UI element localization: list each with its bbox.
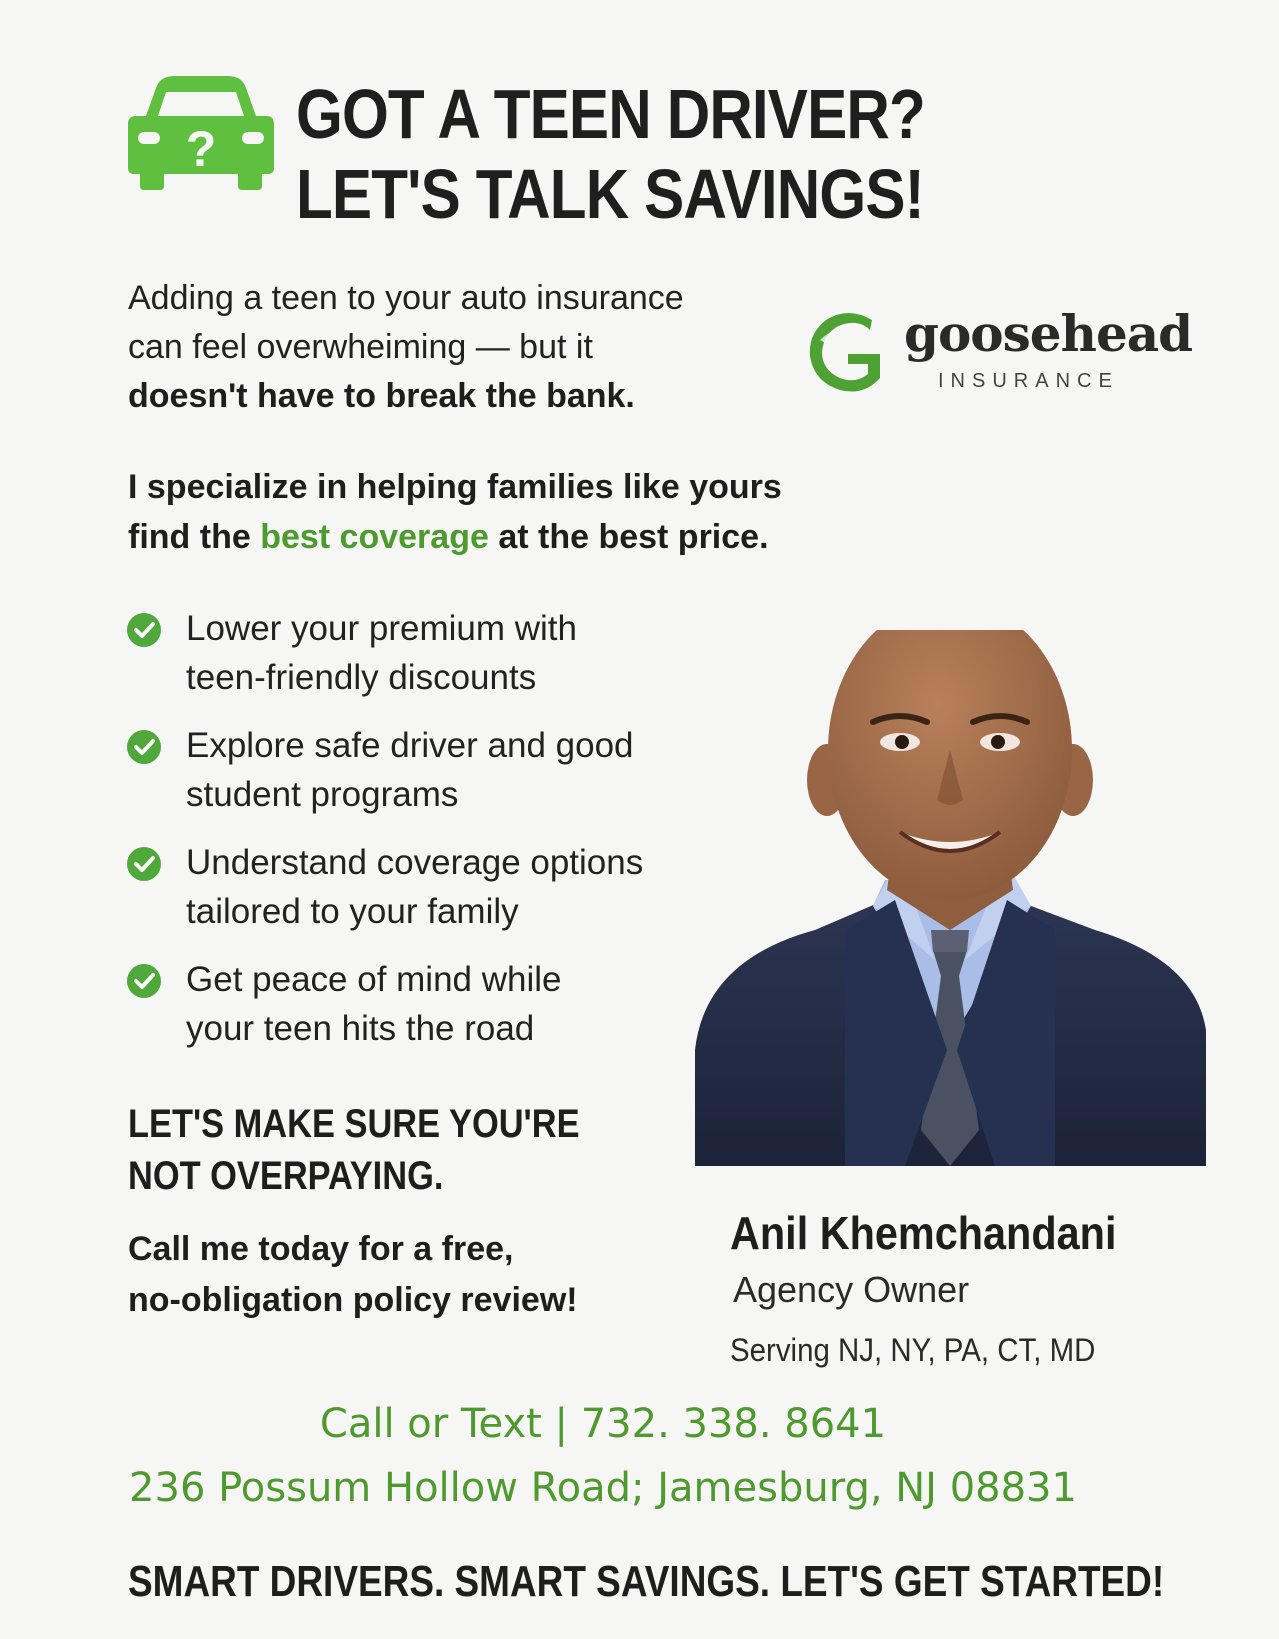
headline	[296, 74, 925, 234]
specialize-accent: best coverage	[260, 518, 489, 556]
intro-line-3: doesn't have to break the bank.	[128, 377, 635, 415]
specialize-line-1: I specialize in helping families like yours	[128, 468, 782, 506]
specialize-line-2-end: at the best price.	[488, 518, 769, 556]
contact-address: 236 Possum Hollow Road; Jamesburg, NJ 08831	[129, 1465, 1077, 1511]
agent-name: Anil Khemchandani	[730, 1207, 1117, 1259]
check-circle-icon	[126, 729, 162, 765]
check-circle-icon	[126, 612, 162, 648]
specialize-text	[128, 462, 848, 562]
list-item-line-1: Lower your premium with	[186, 609, 577, 648]
logo-subtitle: INSURANCE	[938, 370, 1119, 392]
list-item-line-2: your teen hits the road	[186, 1009, 535, 1048]
list-item	[126, 838, 726, 936]
intro-line-2: can feel overwheiming — but it	[128, 328, 593, 366]
specialize-line-2-start: find the	[128, 518, 261, 556]
car-question-icon	[126, 70, 276, 192]
list-item-line-2: student programs	[186, 775, 459, 814]
benefits-list	[126, 604, 726, 1072]
list-item-line-2: tailored to your family	[186, 892, 519, 931]
list-item-line-1: Understand coverage options	[186, 843, 644, 882]
cta-heading	[128, 1098, 580, 1202]
svg-text:?: ?	[185, 121, 217, 177]
headline-line-1: GOT A TEEN DRIVER?	[296, 75, 925, 153]
list-item-line-1: Get peace of mind while	[186, 960, 562, 999]
list-item-line-1: Explore safe driver and good	[186, 726, 634, 765]
check-circle-icon	[126, 846, 162, 882]
agent-title: Agency Owner	[733, 1269, 970, 1310]
list-item	[126, 721, 726, 819]
contact-phone[interactable]: Call or Text | 732. 338. 8641	[319, 1401, 887, 1447]
check-circle-icon	[126, 963, 162, 999]
agent-service-region: Serving NJ, NY, PA, CT, MD	[730, 1332, 1096, 1368]
cta-call-line-2: no-obligation policy review!	[128, 1281, 578, 1319]
cta-heading-line-1: LET'S MAKE SURE YOU'RE	[128, 1102, 580, 1146]
list-item	[126, 604, 726, 702]
intro-text	[128, 274, 768, 421]
tagline: SMART DRIVERS. SMART SAVINGS. LET'S GET STARTED!	[128, 1557, 1165, 1606]
cta-call-line-1: Call me today for a free,	[128, 1230, 514, 1268]
goosehead-logo	[804, 304, 1193, 396]
headline-line-2: LET'S TALK SAVINGS!	[296, 155, 924, 233]
agent-photo	[695, 630, 1206, 1166]
list-item	[126, 955, 726, 1053]
logo-wordmark: goosehead	[904, 304, 1193, 363]
cta-call-text	[128, 1224, 648, 1326]
intro-line-1: Adding a teen to your auto insurance	[128, 279, 684, 317]
cta-heading-line-2: NOT OVERPAYING.	[128, 1154, 444, 1198]
goosehead-logo-icon	[804, 306, 890, 394]
list-item-line-2: teen-friendly discounts	[186, 658, 537, 697]
